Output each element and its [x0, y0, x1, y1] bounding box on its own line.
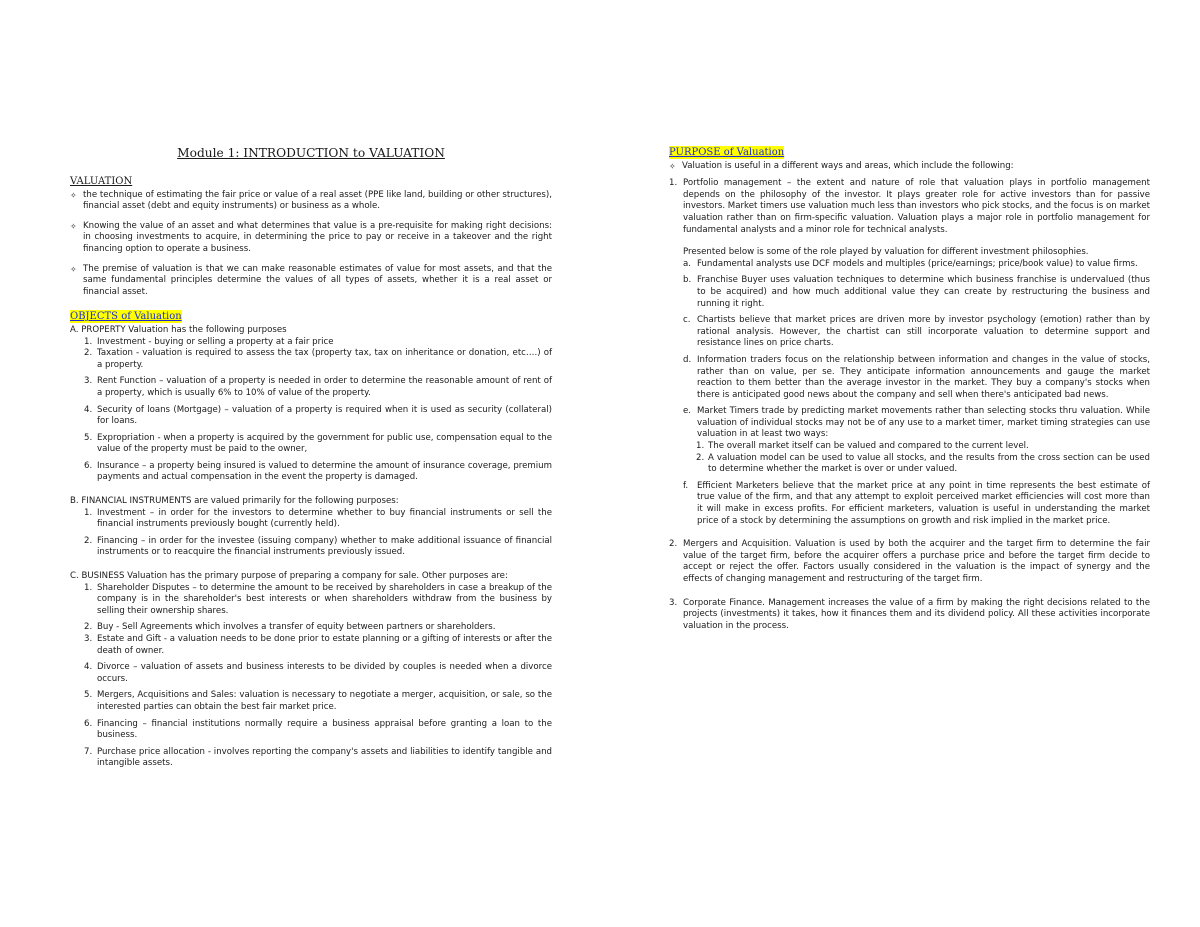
star-bullet-icon: ✧	[70, 264, 77, 274]
purpose-item: 1. Portfolio management – the extent and nature of role that valuation plays in portfolio management depends on the philosophy of the investor. It plays greater role for active investors than for passive investors. Market timers use valuation much less than investors who pick stocks, and the focus is on market valuation rather than on firm-specific valuation. Valuation plays a major role in portfolio management for fundamental analysts and a minor role for technical analysts.	[669, 178, 1150, 235]
list-item: 7. Purchase price allocation - involves reporting the company's assets and liabilities to identify tangible and intangible assets.	[84, 746, 552, 769]
list-item: 3. Rent Function – valuation of a property is needed in order to determine the reasonable amount of rent of a property, which is usually 6% to 10% of value of the property.	[84, 376, 552, 398]
valuation-bullet	[70, 264, 552, 299]
sub-item: b. Franchise Buyer uses valuation techniques to determine which business franchise is undervalued (thus to be acquired) and how much additional value they can create by restructuring the business and running it right.	[683, 275, 1150, 309]
presented-text: Presented below is some of the role played by valuation for different investment philosophies.	[683, 247, 1089, 258]
valuation-bullet	[70, 190, 552, 213]
timer-point: 2. A valuation model can be used to value all stocks, and the results from the cross section can be used to determine whether the market is over or under valued.	[696, 452, 1150, 475]
list-item: 6. Insurance – a property being insured is valued to determine the amount of insurance coverage, premium payments and actual compensation in the event the property is damaged.	[84, 460, 552, 483]
financial-heading: B. FINANCIAL INSTRUMENTS are valued primarily for the following purposes:	[70, 496, 399, 507]
purpose-item: 2. Mergers and Acquisition. Valuation is used by both the acquirer and the target firm to determine the fair value of the target firm, before the acquirer offers a purchase price and before the target firm decide to accept or reject the offer. Factors usually considered in the valuation is the impact of synergy and the effects of changing management and restructuring of the target firm.	[669, 539, 1150, 584]
list-item: 2. Buy - Sell Agreements which involves a transfer of equity between partners or shareholders.	[84, 622, 496, 633]
sub-item: c. Chartists believe that market prices are driven more by investor psychology (emotion) rather than by rational analysis. However, the chartist can still incorporate valuation to determine support and resistance lines on price charts.	[683, 315, 1150, 349]
sub-item: e. Market Timers trade by predicting market movements rather than selecting stocks thru valuation. While valuation of individual stocks may not be of any use to a market timer, market timing strategies can use valuation in at least two ways:	[683, 406, 1150, 440]
list-item: 5. Expropriation - when a property is acquired by the government for public use, compensation equal to the value of the property must be paid to the owner,	[84, 432, 552, 455]
bullet-text: The premise of valuation is that we can make reasonable estimates of value for most assets, and that the same fundamental principles determine the values of all types of assets, whether it is a real asset or financial asset.	[83, 263, 552, 297]
left-column	[70, 146, 552, 770]
property-heading: A. PROPERTY Valuation has the following purposes	[70, 324, 287, 335]
purpose-intro: ✧ Valuation is useful in a different ways and areas, which include the following:	[669, 160, 1014, 171]
right-column	[669, 146, 1150, 632]
list-item: 6. Financing – financial institutions normally require a business appraisal before granting a loan to the business.	[84, 718, 552, 741]
bullet-text: Knowing the value of an asset and what determines that value is a pre-requisite for making right decisions: in choosing investments to acquire, in determining the price to pay or receive in a takeover and the right financing option to operate a business.	[83, 220, 552, 254]
valuation-heading: VALUATION	[70, 176, 133, 187]
purpose-item: 3. Corporate Finance. Management increases the value of a firm by making the right decisions related to the projects (investments) it takes, how it finances them and its dividend policy. All these activities incorporate valuation in the process.	[669, 597, 1150, 631]
list-item: 3. Estate and Gift - a valuation needs to be done prior to estate planning or a gifting of interests or after the death of owner.	[84, 634, 552, 656]
purpose-heading: PURPOSE of Valuation	[669, 147, 785, 158]
list-item: 4. Divorce – valuation of assets and business interests to be divided by couples is needed when a divorce occurs.	[84, 662, 552, 684]
list-item: 4. Security of loans (Mortgage) – valuation of a property is required when it is used as security (collateral) for loans.	[84, 404, 552, 427]
list-item: 1. Shareholder Disputes – to determine the amount to be received by shareholders in case a breakup of the company is in the shareholder's best interests or when shareholders withdraw from the business by selling their ownership shares.	[84, 582, 552, 616]
star-bullet-icon: ✧	[669, 161, 676, 171]
bullet-text: the technique of estimating the fair price or value of a real asset (PPE like land, building or other structures), financial asset (debt and equity instruments) or business as a whole.	[83, 189, 552, 212]
star-bullet-icon: ✧	[70, 190, 77, 200]
star-bullet-icon: ✧	[70, 221, 77, 231]
valuation-bullet	[70, 221, 552, 256]
list-item: 1. Investment – in order for the investors to determine whether to buy financial instruments or sell the financial instruments previously bought (currently held).	[84, 507, 552, 530]
list-item: 1. Investment - buying or selling a property at a fair price	[84, 336, 334, 347]
timer-point: 1. The overall market itself can be valued and compared to the current level.	[696, 441, 1029, 452]
list-item: 2. Taxation - valuation is required to assess the tax (property tax, tax on inheritance or donation, etc….) of a property.	[84, 348, 552, 370]
sub-item: d. Information traders focus on the relationship between information and changes in the value of stocks, rather than on value, per se. They anticipate information announcements and gauge the market reaction to them better than the average investor in the market. They buy a company's stocks when there is anticipated good news about the company and sell when there's anticipated bad news.	[683, 354, 1150, 400]
business-heading: C. BUSINESS Valuation has the primary purpose of preparing a company for sale. Other purposes are:	[70, 571, 508, 582]
page-title: Module 1: INTRODUCTION to VALUATION	[177, 146, 445, 160]
list-item: 5. Mergers, Acquisitions and Sales: valuation is necessary to negotiate a merger, acquisition, or sale, so the interested parties can obtain the best fair market price.	[84, 690, 552, 712]
list-item: 2. Financing – in order for the investee (issuing company) whether to make additional issuance of financial instruments or to reacquire the financial instruments previously issued.	[84, 535, 552, 558]
sub-item: a. Fundamental analysts use DCF models and multiples (price/earnings; price/book value) to value firms.	[683, 258, 1138, 269]
sub-item: f. Efficient Marketers believe that the market price at any point in time represents the best estimate of true value of the firm, and that any attempt to exploit perceived market efficiencies will cost more than it will make in excess profits. For efficient marketers, valuation is useful in understanding the market price of a stock by determining the assumptions on growth and risk implied in the market price.	[683, 480, 1150, 526]
objects-heading: OBJECTS of Valuation	[70, 311, 182, 323]
